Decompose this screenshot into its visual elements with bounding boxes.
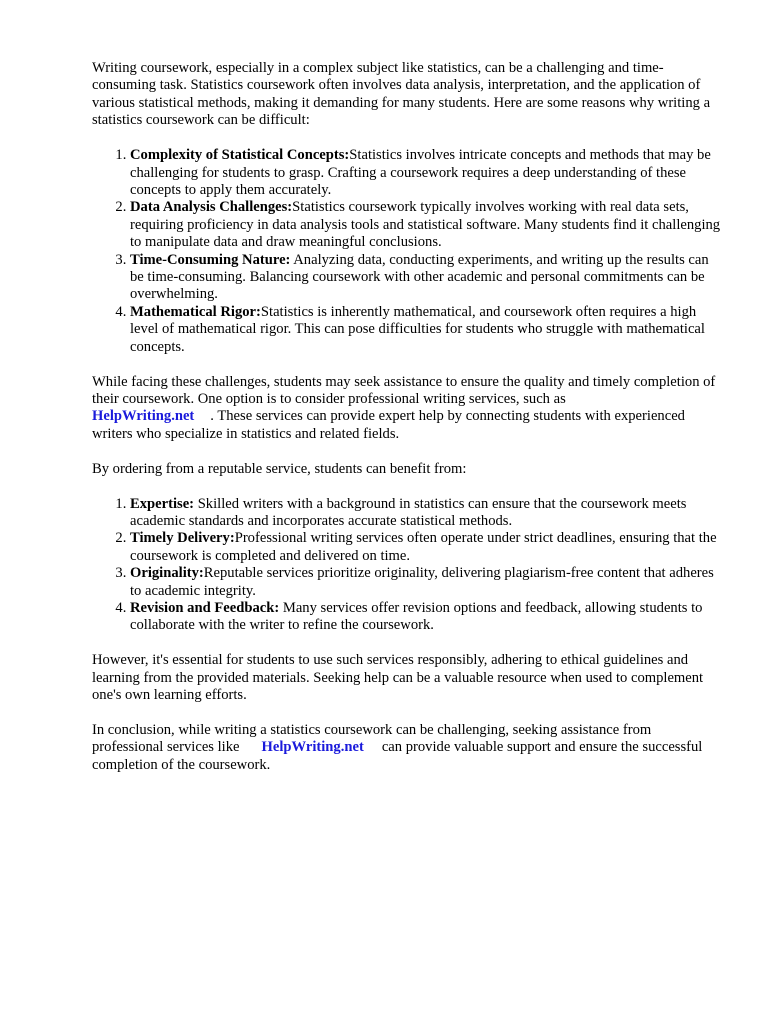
assist-text-before: While facing these challenges, students may seek assistance to ensure the quality and timely completion of their coursework. One option is to consider professional writing services, such as bbox=[92, 373, 716, 407]
challenge-term: Data Analysis Challenges: bbox=[130, 199, 293, 216]
list-item bbox=[130, 600, 724, 635]
caution-paragraph: However, it's essential for students to use such services responsibly, adhering to ethical guidelines and learning from the provided materials. Seeking help can be a valuable resource when used to complement one's own learning efforts. bbox=[92, 652, 704, 704]
benefits-intro: By ordering from a reputable service, students can benefit from: bbox=[92, 460, 467, 477]
challenge-text: Analyzing data, conducting experiments, and writing up the results can be time-consuming. Balancing coursework with other academic and personal commitments can be overwhelming. bbox=[130, 251, 709, 303]
benefit-term: Expertise: bbox=[130, 495, 195, 512]
list-item bbox=[130, 565, 724, 600]
list-item bbox=[130, 530, 724, 565]
assist-paragraph bbox=[92, 374, 724, 444]
assist-text-after: . These services can provide expert help by connecting students with experienced writers who specialize in statistics and related fields. bbox=[92, 408, 685, 442]
challenge-term: Mathematical Rigor: bbox=[130, 303, 261, 320]
benefit-text: Many services offer revision options and feedback, allowing students to collaborate with the writer to refine the coursework. bbox=[130, 599, 703, 634]
benefit-term: Originality: bbox=[130, 565, 204, 582]
benefit-text: Skilled writers with a background in statistics can ensure that the coursework meets academic standards and incorporates accurate statistical methods. bbox=[130, 495, 687, 529]
conclusion-text-before: In conclusion, while writing a statistics coursework can be challenging, seeking assistance from professional services like bbox=[92, 722, 652, 756]
benefit-text: Reputable services prioritize originality, delivering plagiarism-free content that adheres to academic integrity. bbox=[130, 565, 714, 599]
benefit-term: Timely Delivery: bbox=[130, 530, 235, 547]
benefit-term: Revision and Feedback: bbox=[130, 599, 280, 616]
list-item bbox=[130, 304, 724, 356]
list-item bbox=[130, 496, 724, 531]
helpwriting-link[interactable]: HelpWriting.net bbox=[261, 739, 364, 756]
list-item bbox=[130, 252, 724, 304]
challenge-term: Time-Consuming Nature: bbox=[130, 251, 291, 268]
benefits-list bbox=[92, 496, 724, 635]
challenge-term: Complexity of Statistical Concepts: bbox=[130, 147, 350, 164]
list-item bbox=[130, 147, 724, 199]
conclusion-paragraph bbox=[92, 722, 724, 774]
challenge-text: Statistics is inherently mathematical, and coursework often requires a high level of mathematical rigor. This can pose difficulties for students who struggle with mathematical concepts. bbox=[130, 303, 705, 355]
list-item bbox=[130, 199, 724, 251]
challenge-text: Statistics involves intricate concepts and methods that may be challenging for students to grasp. Crafting a coursework requires a deep understanding of these concepts to apply them accurately. bbox=[130, 147, 711, 198]
challenge-text: Statistics coursework typically involves working with real data sets, requiring proficiency in data analysis tools and statistical software. Many students find it challenging to manipulate data and draw meaningful conclusions. bbox=[130, 199, 721, 251]
intro-paragraph: Writing coursework, especially in a complex subject like statistics, can be a challenging and time-consuming task. Statistics coursework often involves data analysis, interpretation, and the application of various statistical methods, making it demanding for many students. Here are some reasons why writing a statistics coursework can be difficult: bbox=[92, 60, 711, 129]
conclusion-text-after: can provide valuable support and ensure the successful completion of the coursework. bbox=[92, 739, 703, 773]
challenges-list bbox=[92, 147, 724, 356]
benefit-text: Professional writing services often operate under strict deadlines, ensuring that the coursework is completed and delivered on time. bbox=[130, 530, 717, 564]
helpwriting-link[interactable]: HelpWriting.net bbox=[92, 408, 195, 425]
